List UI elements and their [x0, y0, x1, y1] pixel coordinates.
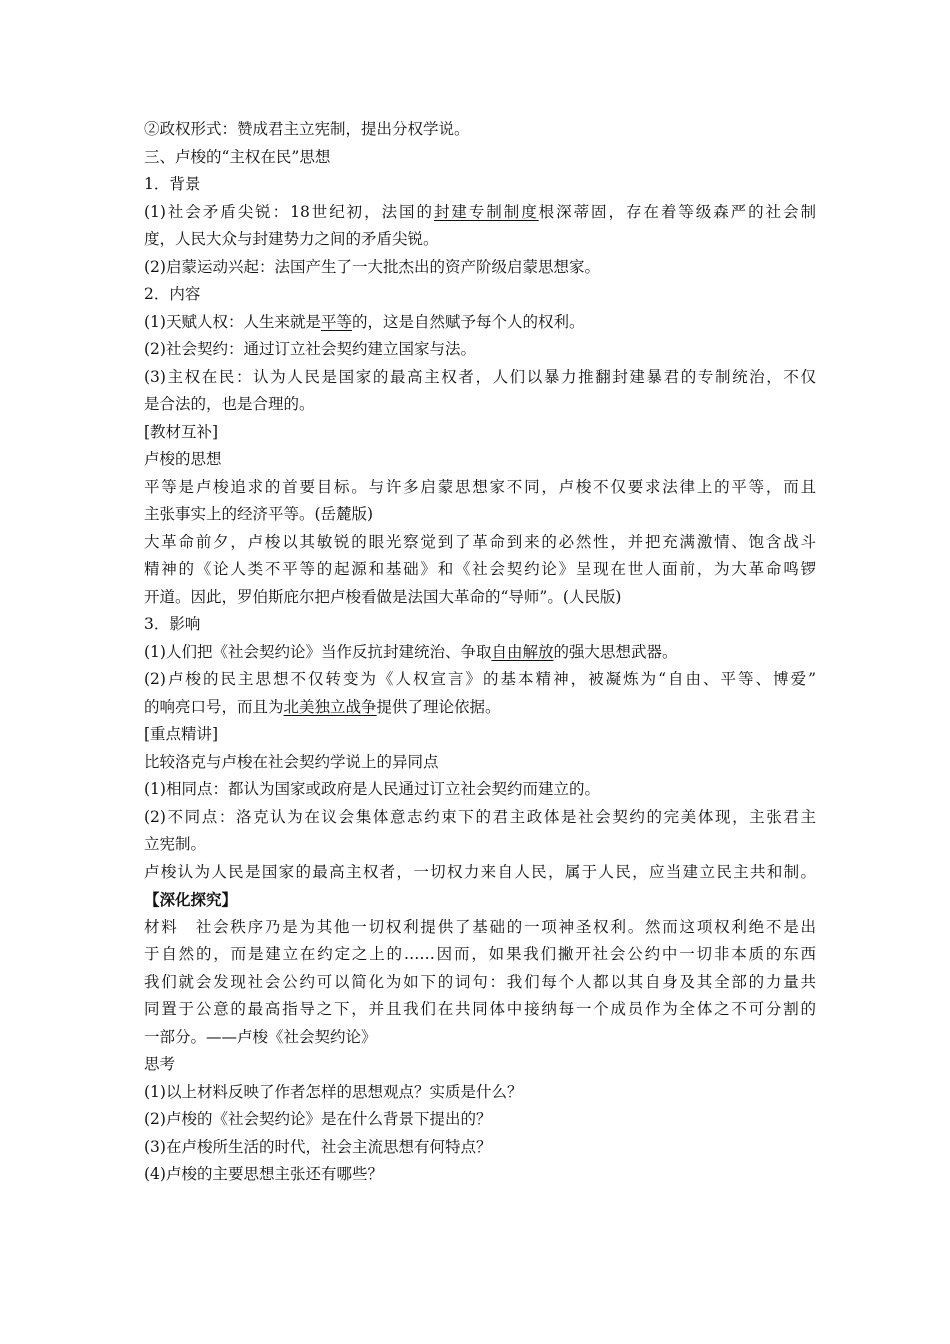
section-label-bold: 【深化探究】 [144, 890, 238, 909]
text-line: 度，人民大众与封建势力之间的矛盾尖锐。 [144, 230, 439, 248]
text-line: 精神的《论人类不平等的起源和基础》和《社会契约论》呈现在世人面前，为大革命鸣锣 [144, 560, 816, 578]
text-line: (2)启蒙运动兴起：法国产生了一大批杰出的资产阶级启蒙思想家。 [144, 257, 600, 276]
text-line: 平等是卢梭追求的首要目标。与许多启蒙思想家不同，卢梭不仅要求法律上的平等，而且 [144, 477, 816, 496]
underlined-term: 自由解放 [491, 642, 554, 661]
text-line [144, 639, 816, 667]
text-segment: (1)天赋人权：人生来就是 [144, 312, 321, 331]
section-label: [教材互补] [144, 422, 219, 441]
text-line [144, 309, 816, 337]
subsection-heading: 1．背景 [144, 175, 201, 193]
text-line: 卢梭的思想 [144, 450, 222, 468]
underlined-term: 北美独立战争 [283, 697, 377, 716]
text-line: 于自然的，而是建立在约定之上的……因而，如果我们撇开社会公约中一切非本质的东西 [144, 945, 816, 963]
text-line: 立宪制。 [144, 835, 207, 853]
text-line: 大革命前夕，卢梭以其敏锐的眼光察觉到了革命到来的必然性，并把充满激情、饱含战斗 [144, 532, 816, 551]
text-segment: (1)人们把《社会契约论》当作反抗封建统治、争取 [144, 642, 492, 661]
text-line: 思考 [144, 1055, 176, 1073]
text-line: 卢梭认为人民是国家的最高主权者，一切权力来自人民，属于人民，应当建立民主共和制。 [144, 862, 816, 881]
text-line: 主张事实上的经济平等。(岳麓版) [144, 505, 374, 523]
question-line: (3)在卢梭所生活的时代，社会主流思想有何特点？ [144, 1137, 492, 1156]
text-segment: 提供了理论依据。 [376, 697, 501, 716]
text-line: 一部分。——卢梭《社会契约论》 [144, 1027, 377, 1046]
text-line: 开道。因此，罗伯斯庇尔把卢梭看做是法国大革命的“导师”。(人民版) [144, 587, 622, 606]
text-line: (2)不同点：洛克认为在议会集体意志约束下的君主政体是社会契约的完美体现，主张君主 [144, 807, 816, 826]
underlined-term: 封建专制制度 [433, 202, 539, 221]
question-line: (2)卢梭的《社会契约论》是在什么背景下提出的？ [144, 1110, 492, 1128]
question-line: (1)以上材料反映了作者怎样的思想观点？实质是什么？ [144, 1082, 523, 1101]
text-line: 是合法的，也是合理的。 [144, 395, 315, 413]
text-line [144, 694, 816, 722]
text-line: 材料 社会秩序乃是为其他一切权利提供了基础的一项神圣权利。然而这项权利绝不是出 [144, 917, 816, 936]
text-line: ②政权形式：赞成君主立宪制，提出分权学说。 [144, 120, 470, 138]
text-segment: 的，这是自然赋予每个人的权利。 [351, 312, 585, 331]
underlined-term: 平等 [320, 312, 352, 331]
text-line: (2)卢梭的民主思想不仅转变为《人权宣言》的基本精神，被凝炼为“自由、平等、博爱” [144, 670, 816, 688]
section-label: [重点精讲] [144, 725, 219, 743]
subsection-heading: 2．内容 [144, 285, 201, 303]
text-line: (1)相同点：都认为国家或政府是人民通过订立社会契约而建立的。 [144, 780, 600, 798]
text-line: 同置于公意的最高指导之下，并且我们在共同体中接纳每一个成员作为全体之不可分割的 [144, 1000, 816, 1018]
document-body [144, 116, 816, 1189]
text-line: 比较洛克与卢梭在社会契约学说上的异同点 [144, 752, 439, 771]
text-segment: 的响亮口号，而且为 [144, 697, 284, 716]
text-line: (2)社会契约：通过订立社会契约建立国家与法。 [144, 340, 476, 358]
section-heading: 三、卢梭的“主权在民”思想 [144, 147, 331, 166]
text-line [144, 199, 816, 227]
text-line: 我们就会发现社会公约可以简化为如下的词句：我们每个人都以其自身及其全部的力量共 [144, 972, 816, 991]
text-segment: 根深蒂固，存在着等级森严的社会制 [538, 202, 816, 221]
subsection-heading: 3．影响 [144, 615, 201, 633]
question-line: (4)卢梭的主要思想主张还有哪些？ [144, 1165, 383, 1183]
text-segment: (1)社会矛盾尖锐：18世纪初，法国的 [144, 202, 434, 221]
text-segment: 的强大思想武器。 [553, 642, 678, 661]
text-line: (3)主权在民：认为人民是国家的最高主权者，人们以暴力推翻封建暴君的专制统治，不仅 [144, 367, 816, 386]
